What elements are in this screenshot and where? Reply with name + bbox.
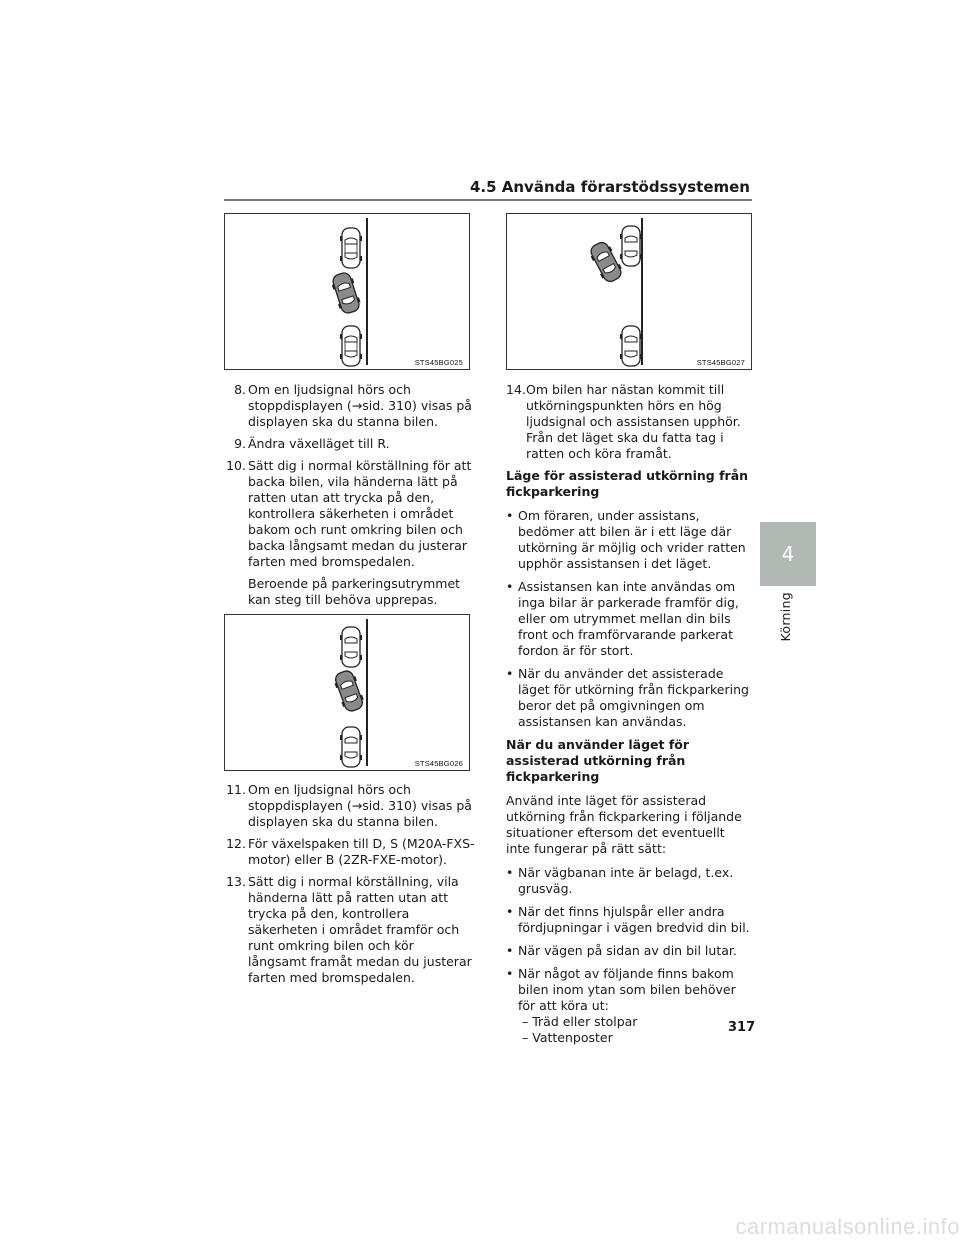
bullet-item: • När du använder det assisterade läget för utkörning från fickparkering beror det på omgivningen om assistansen kan användas. [506,666,752,730]
step-item [214,874,476,986]
step-text: Sätt dig i normal körställning, vila händerna lätt på ratten utan att trycka på den, kontrollera säkerheten i området framför och runt omkring bilen och kör långsamt framåt medan du justerar farten med bromspedalen. [248,874,472,985]
bullet-text: När något av följande finns bakom bilen inom ytan som bilen behöver för att köra ut: [518,966,736,1013]
step-number: 13 . [214,874,246,890]
step-text: Ändra växelläget till R. [248,436,390,451]
figure-code: STS45BG027 [696,358,745,367]
bullet-item: • När vägen på sidan av din bil lutar. [506,943,752,959]
parking-illustration [225,615,469,770]
bullet-item: • Om föraren, under assistans, bedömer att bilen är i ett läge där utkörning är möjlig och vrider ratten upphör assistansen i det läget. [506,508,752,572]
step-item [214,382,474,430]
bullet-item: • När vägbanan inte är belagd, t.ex. grusväg. [506,865,752,897]
parking-illustration [507,214,751,369]
sub-item: – Träd eller stolpar [518,1014,752,1030]
figure-parking-step-2 [506,213,752,370]
step-item [214,436,474,452]
watermark: carmanualsonline.info [735,1214,960,1239]
left-column-steps-a [214,382,474,614]
step-item [214,782,476,830]
step-number: 8 . [214,382,246,398]
header-rule [224,199,752,201]
step-note: Beroende på parkeringsutrymmet kan steg till behöva upprepas. [248,576,461,607]
step-text: Om en ljudsignal hörs och stoppdisplayen (→sid. 310) visas på displayen ska du stanna bilen. [248,382,472,429]
step-number: 9 . [214,436,246,452]
step-text: För växelspaken till D, S (M20A-FXS-motor) eller B (2ZR-FXE-motor). [248,836,475,867]
figure-code: STS45BG026 [414,759,463,768]
step-text: Om bilen har nästan kommit till utkörningspunkten hörs en hög ljudsignal och assistansen upphör. Från det läget ska du fatta tag i ratten och köra framåt. [526,382,741,461]
step-item [214,836,476,868]
page-number: 317 [728,1020,756,1035]
step-number: 12 . [214,836,246,852]
figure-parking-step-3 [224,614,470,771]
figure-parking-step-1 [224,213,470,370]
step-item [506,382,752,462]
figure-code: STS45BG025 [414,358,463,367]
sub-item: – Vattenposter [518,1030,752,1046]
step-text: Om en ljudsignal hörs och stoppdisplayen (→sid. 310) visas på displayen ska du stanna bilen. [248,782,472,829]
chapter-label: Körning [778,592,793,642]
step-number: 14 . [506,382,524,398]
chapter-tab: 4 [760,522,816,586]
right-column [506,382,752,1046]
bullet-item: • Assistansen kan inte användas om inga bilar är parkerade framför dig, eller om utrymmet mellan din bils front och framförvarande parkerat fordon är för stort. [506,579,752,659]
step-text: Sätt dig i normal körställning för att backa bilen, vila händerna lätt på ratten utan att trycka på den, kontrollera säkerheten i området bakom och runt omkring bilen och backa långsamt medan du justerar farten med bromspedalen. [248,458,472,569]
subheading: När du använder läget för assisterad utkörning från fickparkering [506,737,690,784]
bullet-item: • När det finns hjulspår eller andra fördjupningar i vägen bredvid din bil. [506,904,752,936]
step-item [214,458,474,608]
step-number: 10 . [214,458,246,474]
left-column-steps-b [214,782,476,992]
bullet-item [506,966,752,1046]
subheading: Läge för assisterad utkörning från fickparkering [506,468,749,499]
section-title: 4.5 Använda förarstödssystemen [469,178,750,196]
parking-illustration [225,214,469,369]
intro-paragraph: Använd inte läget för assisterad utkörning från fickparkering i följande situationer eftersom det eventuellt inte fungerar på rätt sätt: [506,793,742,856]
step-number: 11 . [214,782,246,798]
